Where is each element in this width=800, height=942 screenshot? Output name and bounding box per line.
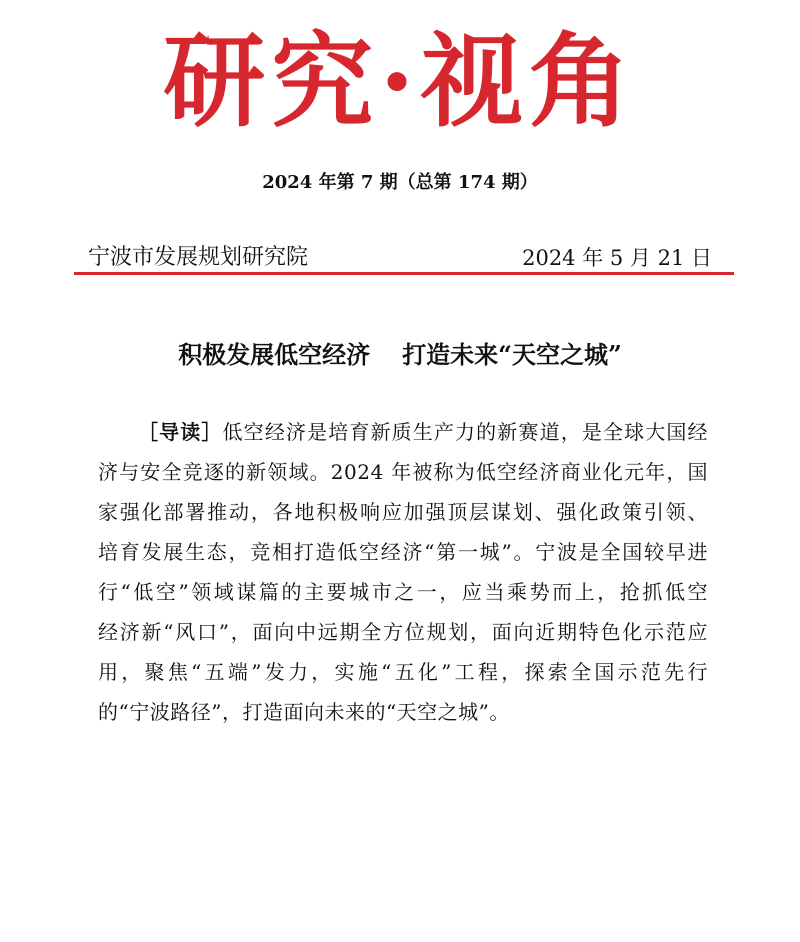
masthead-title: 研究·视角 — [163, 22, 637, 142]
intro-line-text: 低空经济是培育新质生产力的新赛道，是全球大国经 — [222, 420, 709, 444]
intro-line: 济与安全竞逐的新领域。2024 年被称为低空经济商业化元年，国 — [98, 460, 708, 484]
intro-line: 的“宁波路径”，打造面向未来的“天空之城”。 — [98, 700, 510, 724]
article-title-part2: 打造未来“天空之城” — [402, 340, 622, 369]
article-title — [0, 338, 800, 372]
org-date-line — [88, 243, 712, 273]
intro-line: 经济新“风口”，面向中远期全方位规划，面向近期特色化示范应 — [98, 620, 708, 644]
intro-line: 行“低空”领域谋篇的主要城市之一，应当乘势而上，抢抓低空 — [98, 580, 708, 604]
intro-tag: ［导读］ — [138, 420, 223, 444]
intro-line: 用，聚焦“五端”发力，实施“五化”工程，探索全国示范先行 — [98, 660, 708, 684]
issue-number: 2024 年第 7 期（总第 174 期） — [262, 172, 538, 193]
article-title-part1: 积极发展低空经济 — [178, 340, 371, 369]
intro-paragraph — [98, 412, 708, 732]
red-divider — [74, 272, 734, 275]
publish-date: 2024 年 5 月 21 日 — [522, 246, 712, 270]
intro-line: 培育发展生态，竞相打造低空经济“第一城”。宁波是全国较早进 — [98, 540, 708, 564]
organization-name: 宁波市发展规划研究院 — [88, 245, 309, 270]
intro-line: 家强化部署推动，各地积极响应加强顶层谋划、强化政策引领、 — [98, 500, 708, 524]
intro-line — [98, 412, 708, 452]
